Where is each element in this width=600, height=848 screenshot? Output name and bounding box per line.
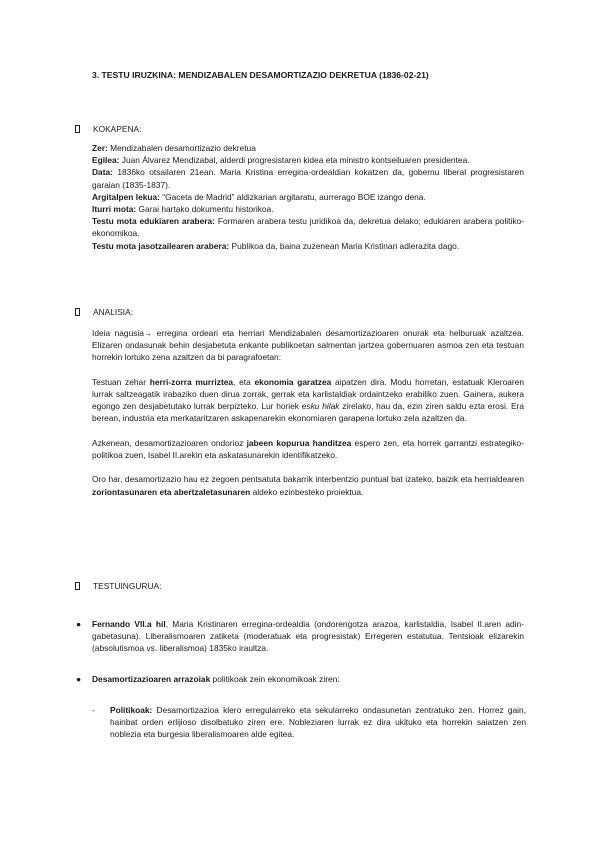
p4-bold: zoriontasunaren eta abertzaletasunaren (92, 486, 251, 497)
analisia-paragraph-3 (92, 437, 524, 461)
edukia-label: Testu mota edukiaren arabera: (92, 216, 215, 227)
p4-part: aldeko ezinbesteko proiektua. (250, 486, 364, 497)
data-label: Data: (92, 167, 113, 178)
argitalpen-value: “Gaceta de Madrid” aldizkarian argitaratu, aurrerago BOE izango dena. (159, 191, 426, 202)
p2-italic: esku hilak (301, 401, 340, 412)
bullet-1-text (92, 618, 524, 655)
p2-bold: herri-zorra murriztea (149, 376, 234, 387)
analisia-paragraph-1: Ideia nagusia→ erregina ordeari eta herriari Mendizabalen desamortizazioaren onurak eta helburuak azaltzea. Elizaren ondasunak behin desjabetuta enkante publikoetan salmentan jartzea gobernuaren asmoa zen eta testuan horrekin lortuko zena azaltzen da bi paragrafoetan: (92, 328, 524, 363)
document-title: 3. TESTU IRUZKINA: MENDIZABALEN DESAMORTIZAZIO DEKRETUA (1836-02-21) (92, 70, 429, 80)
b2-bold: Desamortizazioaren arrazoiak (92, 674, 211, 684)
bullet-icon: ● (76, 619, 82, 629)
kokapena-heading (75, 124, 141, 134)
data-value: 1836ko otsailaren 21ean. Maria Kristina erregina-ordealdian kokatzen da, gobernu liberal progresistaren garaian (1835-1837). (92, 167, 524, 190)
p3-part: Azkenean, desamortizazioaren ondorioz (92, 437, 247, 448)
sub-1-text (110, 704, 526, 741)
bullet-2-text (92, 673, 524, 685)
sub-list-item (92, 704, 524, 744)
iturri-line (92, 203, 524, 215)
jasotzaile-line (92, 240, 524, 252)
egilea-line (92, 154, 524, 166)
egilea-label: Egilea: (92, 155, 120, 166)
checkbox-icon (75, 125, 80, 133)
iturri-value: Garai hartako dokumentu historikoa. (136, 204, 274, 215)
zer-label: Zer: (92, 143, 108, 153)
kokapena-block (92, 142, 524, 252)
s1-bold: Politikoak: (110, 705, 153, 715)
list-item (76, 673, 526, 687)
s1-part: Desamortizazioa klero erregularreko eta sekularreko ondasunetan zentratuko zen. Horrez gain, hainbat orden erlijioso disolbatuko ziren ere. Nobleziaren lurrak ez dira ukituko eta horrekin saiatzen zen noblezia eta burgesia liberalismoaren alde egitea. (110, 705, 526, 740)
b1-part: , Maria Kristinaren erregina-ordealdia (ondorengotza arazoa, karlistaldia, Isabel II.aren adin-gabetasuna). Liberalismoaren zatiketa (moderatuak eta progresistak) Erregeren estatutua. Tentsioak elizarekin (absolutismoa vs. liberalismoa) 1835ko iraultza. (92, 619, 524, 654)
data-line (92, 166, 524, 190)
p3-part: espero zen, eta horrek garrantzi estrategiko-politikoa zuen, Isabel II.arekin eta askatasunarekin identifikatzeko. (92, 437, 524, 460)
testuingurua-heading (75, 581, 161, 591)
iturri-label: Iturri mota: (92, 204, 137, 215)
edukia-value: Formaren arabera testu juridikoa da, dekretua delako; edukiaren arabera politiko-ekonomikoa. (92, 216, 524, 239)
argitalpen-label: Argitalpen lekua: (92, 191, 160, 202)
p2-part: zirelako, hau da, ezin ziren saldu ezta erosi. Era berean, industria eta merkataritzaren askapenarekin ekonomiaren garapena lortuko zela azaltzen da. (92, 401, 524, 424)
list-item (76, 618, 526, 658)
egilea-value: Juan Álvarez Mendizabal, alderdi progresistaren kidea eta ministro kontseiluaren presidentea. (119, 155, 470, 166)
kokapena-heading-text: KOKAPENA: (93, 124, 142, 134)
p3-bold: jabeen kopurua handitzea (246, 437, 352, 448)
b1-bold: Fernando VII.a hil (92, 619, 166, 629)
b2-part: politikoak zein ekonomikoak ziren: (210, 674, 340, 684)
zer-value: Mendizabalen desamortizazio dekretua (107, 143, 256, 153)
bullet-icon: ● (76, 674, 82, 684)
testuingurua-heading-text: TESTUINGURUA: (93, 581, 162, 591)
zer-line (92, 142, 524, 154)
analisia-paragraph-4 (92, 473, 524, 497)
jasotzaile-value: Publikoa da, baina zuzenean Maria Kristinari adierazita dago. (229, 240, 460, 251)
argitalpen-line (92, 191, 524, 203)
p2-bold: ekonomia garatzea (254, 376, 332, 387)
analisia-paragraph-2 (92, 376, 524, 425)
analisia-heading (75, 307, 133, 317)
p2-part: Testuan zehar (92, 376, 150, 387)
p4-part: Oro har, desamortizazio hau ez zegoen pentsatuta bakarrik interbentzio puntual bat izateko, baizik eta herrialdearen (92, 474, 524, 485)
p2-part: , eta (233, 376, 255, 387)
p2-part: aipatzen dira. Modu horretan, estatuak Kleroaren lurrak saltzeagatik irabaziko duen dirua zorrak, gerrak eta karlistaldiak ordaintzeko erabiliko zuen. Gainera, aukera egongo zen desjabetutako lurrak berpizteko. Lur horiek (92, 376, 525, 412)
dash-icon: - (92, 705, 95, 715)
analisia-heading-text: ANALISIA: (93, 307, 134, 317)
jasotzaile-label: Testu mota jasotzailearen arabera: (92, 240, 230, 251)
checkbox-icon (75, 582, 80, 590)
checkbox-icon (75, 308, 80, 316)
analisia-block (92, 327, 524, 498)
edukia-line (92, 215, 524, 239)
